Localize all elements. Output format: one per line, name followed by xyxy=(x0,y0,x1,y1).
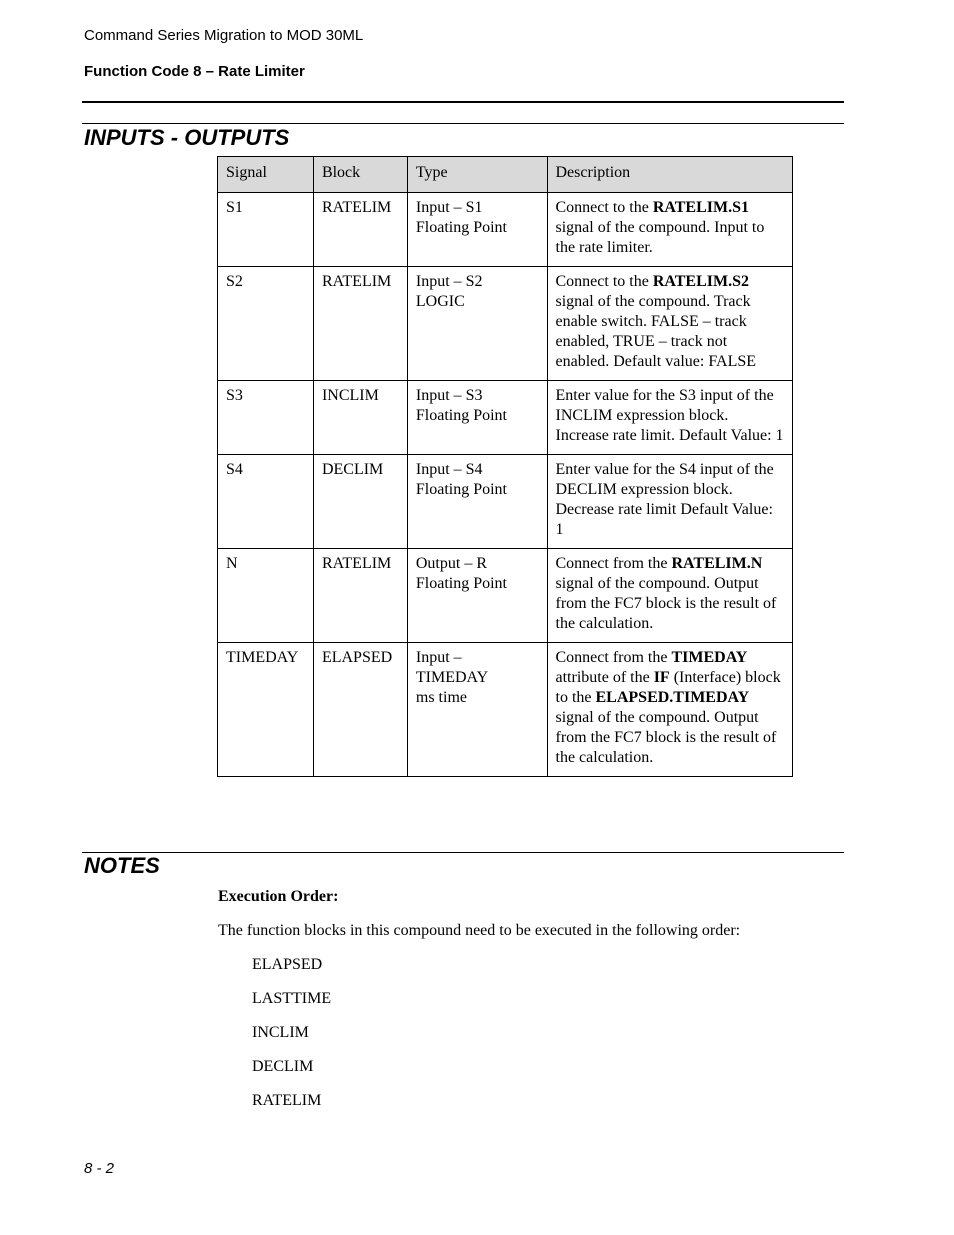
signal-cell: S2 xyxy=(218,267,314,381)
column-header-description: Description xyxy=(547,157,793,193)
execution-order-heading: Execution Order: xyxy=(218,888,339,905)
description-bold-term: RATELIM.N xyxy=(671,555,763,572)
description-bold-term: ELAPSED.TIMEDAY xyxy=(595,689,750,706)
order-item: LASTTIME xyxy=(252,990,332,1007)
document-title: Command Series Migration to MOD 30ML xyxy=(84,27,364,44)
description-text: Connect to the xyxy=(555,273,653,290)
description-bold-term: IF xyxy=(653,669,670,686)
signal-cell: S4 xyxy=(218,455,314,549)
description-text: attribute of the xyxy=(555,669,654,686)
type-line: Floating Point xyxy=(415,407,507,424)
header-rule xyxy=(82,101,844,103)
column-header-block: Block xyxy=(313,157,407,193)
section-heading: Function Code 8 – Rate Limiter xyxy=(84,63,305,80)
table-row xyxy=(218,193,793,267)
description-cell xyxy=(547,267,793,381)
type-line: LOGIC xyxy=(415,293,465,310)
block-cell: RATELIM xyxy=(313,193,407,267)
description-text: signal of the compound. Output from the FC7 block is the result of the calculation. xyxy=(555,575,777,632)
table-header-row xyxy=(218,157,793,193)
order-item: DECLIM xyxy=(252,1058,314,1075)
description-cell xyxy=(547,381,793,455)
block-cell: RATELIM xyxy=(313,549,407,643)
description-bold-term: TIMEDAY xyxy=(671,649,748,666)
description-text: signal of the compound. Input to the rate limiter. xyxy=(555,219,765,256)
description-bold-term: RATELIM.S1 xyxy=(652,199,749,216)
inputs-outputs-table xyxy=(217,156,793,777)
description-text: Enter value for the S4 input of the DECLIM expression block. Decrease rate limit Default Value: 1 xyxy=(555,461,774,538)
table-row xyxy=(218,455,793,549)
description-text: signal of the compound. Output from the FC7 block is the result of the calculation. xyxy=(555,709,777,766)
description-text: Enter value for the S3 input of the INCLIM expression block. Increase rate limit. Default Value: 1 xyxy=(555,387,784,444)
type-cell xyxy=(407,455,547,549)
description-text: signal of the compound. Track enable switch. FALSE – track enabled, TRUE – track not enabled. Default value: FALSE xyxy=(555,293,757,370)
description-cell xyxy=(547,455,793,549)
type-cell xyxy=(407,381,547,455)
type-cell xyxy=(407,643,547,777)
type-line: Input – S4 xyxy=(415,461,483,478)
order-item: RATELIM xyxy=(252,1092,322,1109)
section-rule-io xyxy=(82,123,844,124)
description-text: Connect to the xyxy=(555,199,653,216)
signal-cell: S3 xyxy=(218,381,314,455)
order-item: INCLIM xyxy=(252,1024,309,1041)
description-cell xyxy=(547,549,793,643)
type-line: Floating Point xyxy=(415,575,507,592)
order-item: ELAPSED xyxy=(252,956,323,973)
table-row xyxy=(218,267,793,381)
block-cell: DECLIM xyxy=(313,455,407,549)
signal-cell: N xyxy=(218,549,314,643)
type-line: Input – S3 xyxy=(415,387,483,404)
type-cell xyxy=(407,193,547,267)
type-line: Input – S1 xyxy=(415,199,483,216)
type-line: Output – R xyxy=(415,555,487,572)
description-bold-term: RATELIM.S2 xyxy=(652,273,749,290)
table-row xyxy=(218,549,793,643)
type-cell xyxy=(407,549,547,643)
description-cell xyxy=(547,643,793,777)
execution-order-intro: The function blocks in this compound need to be executed in the following order: xyxy=(218,922,741,939)
section-rule-notes xyxy=(82,852,844,853)
description-text: (Interface) block to the xyxy=(555,669,781,706)
block-cell: RATELIM xyxy=(313,267,407,381)
inputs-outputs-title: INPUTS - OUTPUTS xyxy=(84,125,290,150)
type-line: Floating Point xyxy=(415,481,507,498)
table-row xyxy=(218,643,793,777)
column-header-signal: Signal xyxy=(218,157,314,193)
description-cell xyxy=(547,193,793,267)
description-text: Connect from the xyxy=(555,555,672,572)
type-line: Input – xyxy=(415,649,462,666)
block-cell: INCLIM xyxy=(313,381,407,455)
table-row xyxy=(218,381,793,455)
column-header-type: Type xyxy=(407,157,547,193)
type-line: TIMEDAY xyxy=(415,669,489,686)
type-line: Input – S2 xyxy=(415,273,483,290)
signal-cell: TIMEDAY xyxy=(218,643,314,777)
description-text: Connect from the xyxy=(555,649,672,666)
notes-title: NOTES xyxy=(84,853,160,878)
type-line: ms time xyxy=(415,689,467,706)
block-cell: ELAPSED xyxy=(313,643,407,777)
signal-cell: S1 xyxy=(218,193,314,267)
type-cell xyxy=(407,267,547,381)
page-number: 8 - 2 xyxy=(84,1160,115,1177)
type-line: Floating Point xyxy=(415,219,507,236)
